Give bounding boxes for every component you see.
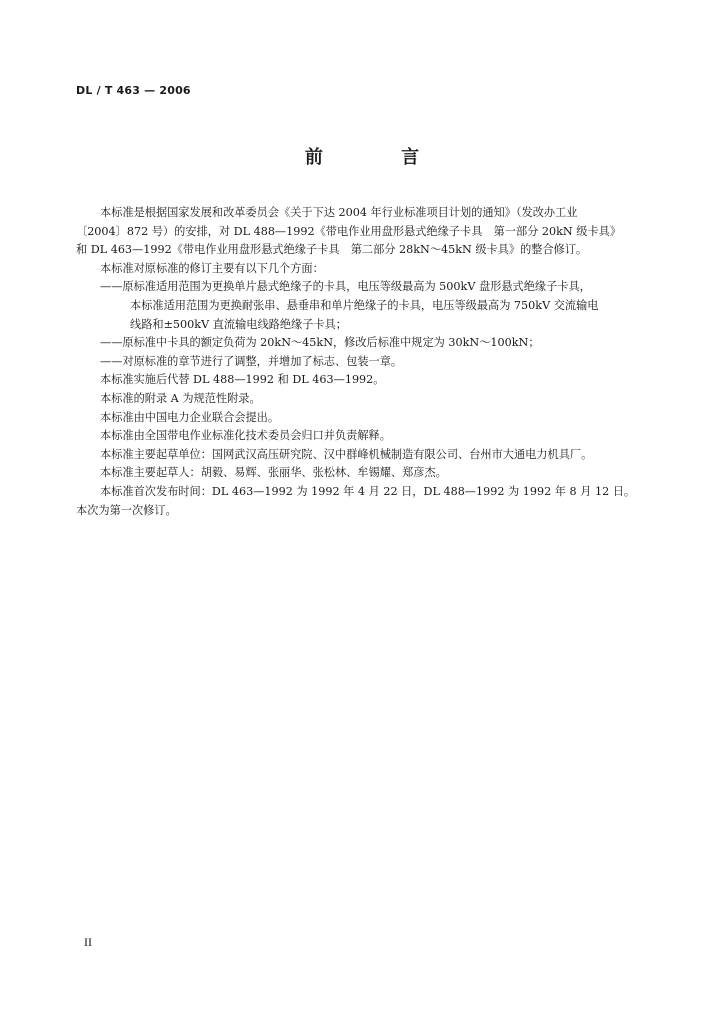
text-line: 本标准实施后代替 DL 488—1992 和 DL 463—1992。 [100, 373, 385, 387]
text-line: 本标准对原标准的修订主要有以下几个方面： [100, 261, 324, 275]
foreword-body [76, 204, 658, 520]
text-line: 本标准的附录 A 为规范性附录。 [100, 391, 261, 405]
text-line: 本标准适用范围为更换耐张串、悬垂串和单片绝缘子的卡具，电压等级最高为 750kV 交流输电 [130, 298, 599, 312]
text-line: ——原标准中卡具的额定负荷为 20kN～45kN，修改后标准中规定为 30kN～100kN； [100, 336, 540, 350]
text-line: 本标准是根据国家发展和改革委员会《关于下达 2004 年行业标准项目计划的通知》（发改办工业 [100, 206, 578, 219]
text-line: 本次为第一次修订。 [76, 503, 177, 517]
text-line: ——对原标准的章节进行了调整，并增加了标志、包装一章。 [100, 354, 403, 368]
page-title: 前 言 [304, 147, 456, 168]
text-line: 本标准主要起草人：胡毅、易辉、张丽华、张松林、牟锡耀、郑彦杰。 [100, 466, 447, 480]
text-line: 本标准首次发布时间：DL 463—1992 为 1992 年 4 月 22 日，DL 488—1992 为 1992 年 8 月 12 日。 [100, 484, 636, 498]
text-line: 和 DL 463—1992《带电作业用盘形悬式绝缘子卡具 第二部分 28kN～45kN 级卡具》的整合修订。 [76, 243, 588, 257]
text-line: 线路和±500kV 直流输电线路绝缘子卡具； [130, 317, 347, 331]
standard-code: DL / T 463 — 2006 [76, 84, 191, 97]
text-line: 本标准主要起草单位：国网武汉高压研究院、汉中群峰机械制造有限公司、台州市大通电力机具厂。 [100, 447, 593, 461]
page-number: II [84, 935, 92, 949]
text-line: 本标准由全国带电作业标准化技术委员会归口并负责解释。 [100, 429, 391, 443]
text-line: 〔2004〕872 号）的安排，对 DL 488—1992《带电作业用盘形悬式绝缘子卡具 第一部分 20kN 级卡具》 [76, 224, 622, 238]
text-line: 本标准由中国电力企业联合会提出。 [100, 410, 280, 424]
text-line: ——原标准适用范围为更换单片悬式绝缘子的卡具，电压等级最高为 500kV 盘形悬式绝缘子卡具， [100, 280, 591, 294]
